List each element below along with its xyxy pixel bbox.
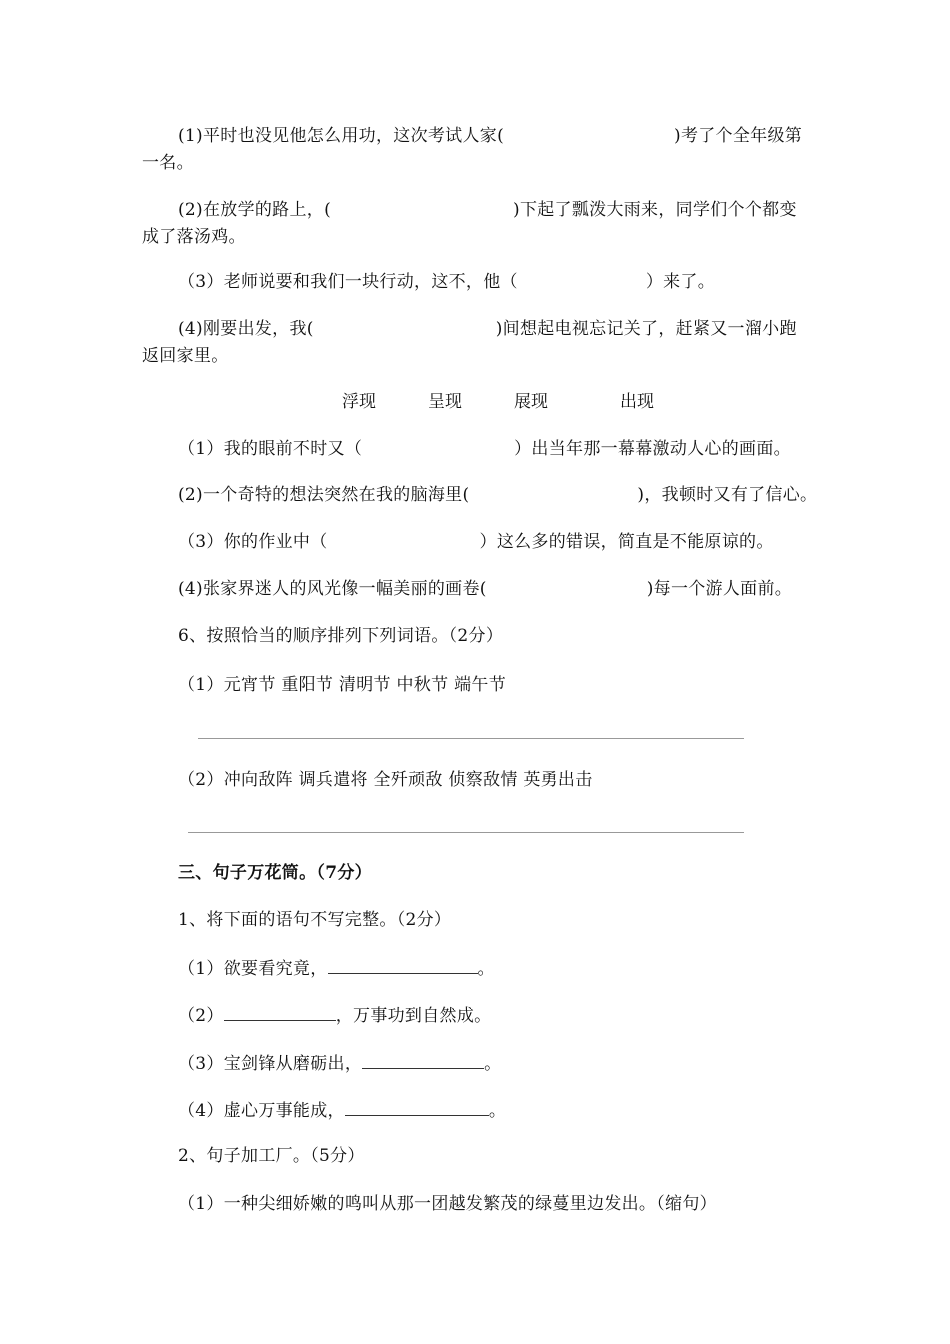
section3-q1-item3 <box>178 1050 501 1076</box>
section3-q1-item4-blank[interactable] <box>345 1097 489 1116</box>
q6-item1-answer-line[interactable] <box>198 738 744 739</box>
q5b-item4-line <box>178 577 792 601</box>
q5b-item2-line <box>178 483 817 507</box>
section3-q2-title: 2、句子加工厂。（5分） <box>178 1146 365 1166</box>
q5b-item3-prefix: （3）你的作业中（ <box>178 532 328 552</box>
section3-q1-item3-prefix: （3）宝剑锋从磨砺出， <box>178 1054 363 1074</box>
q5b-item2-prefix: (2)一个奇特的想法突然在我的脑海里( <box>178 485 470 505</box>
q6-title: 6、按照恰当的顺序排列下列词语。（2分） <box>178 626 504 646</box>
q5b-item4-suffix: )每一个游人面前。 <box>646 579 793 599</box>
q5a-item1-line <box>178 124 802 148</box>
section3-q1-item2 <box>178 1002 491 1028</box>
q5a-item1-cont: 一名。 <box>142 153 194 173</box>
section3-q1-item2-suffix: ，万事功到自然成。 <box>335 1006 492 1026</box>
section3-q1-item1 <box>178 955 495 981</box>
q5b-word-4: 出现 <box>620 392 654 412</box>
q5a-item4-cont: 返回家里。 <box>142 346 229 366</box>
section3-q1-item3-suffix: 。 <box>484 1054 502 1074</box>
section3-q1-item1-blank[interactable] <box>328 955 478 974</box>
section3-q1-item3-blank[interactable] <box>362 1050 484 1069</box>
q5a-item4-suffix: )间想起电视忘记关了，赶紧又一溜小跑 <box>495 319 797 339</box>
section3-q1-item1-prefix: （1）欲要看究竟， <box>178 959 328 979</box>
section3-q2-item1: （1）一种尖细娇嫩的鸣叫从那一团越发繁茂的绿蔓里边发出。（缩句） <box>178 1194 717 1214</box>
q5a-item1-suffix: )考了个全年级第 <box>674 126 803 146</box>
section3-q1-item4-prefix: （4）虚心万事能成， <box>178 1101 345 1121</box>
section3-q1-item4-suffix: 。 <box>488 1101 507 1121</box>
q5a-item2-cont: 成了落汤鸡。 <box>142 227 246 247</box>
q5a-item2-prefix: (2)在放学的路上，( <box>178 200 332 220</box>
q6-item1: （1）元宵节 重阳节 清明节 中秋节 端午节 <box>178 675 507 695</box>
q5a-item3-suffix: ）来了。 <box>645 272 716 292</box>
q5b-item1-suffix: ）出当年那一幕幕激动人心的画面。 <box>514 439 791 459</box>
q5b-word-3: 展现 <box>514 392 548 412</box>
section3-q1-item2-blank[interactable] <box>224 1002 336 1021</box>
section3-q1-item2-prefix: （2） <box>178 1006 224 1026</box>
q5b-item3-line <box>178 530 774 554</box>
q5a-item4-line <box>178 317 797 341</box>
q5a-item3-prefix: （3）老师说要和我们一块行动，这不，他（ <box>178 272 518 292</box>
section3-q1-item4 <box>178 1097 506 1123</box>
q6-item2-answer-line[interactable] <box>188 832 744 833</box>
section3-q1-item1-suffix: 。 <box>477 959 495 979</box>
q5a-item3-line <box>178 270 715 294</box>
section3-title: 三、句子万花筒。（7分） <box>178 863 372 883</box>
q5b-word-2: 呈现 <box>428 392 462 412</box>
q5a-item2-suffix: )下起了瓢泼大雨来，同学们个个都变 <box>513 200 797 220</box>
q5b-item4-prefix: (4)张家界迷人的风光像一幅美丽的画卷( <box>178 579 487 599</box>
q5a-item4-prefix: (4)刚要出发，我( <box>178 319 314 339</box>
q5b-item1-line <box>178 437 791 461</box>
q5a-item2-line <box>178 198 797 222</box>
q5b-item3-suffix: ）这么多的错误，简直是不能原谅的。 <box>479 532 774 552</box>
q5b-word-1: 浮现 <box>342 392 376 412</box>
q6-item2: （2）冲向敌阵 调兵遣将 全歼顽敌 侦察敌情 英勇出击 <box>178 770 593 790</box>
q5a-item1-prefix: (1)平时也没见他怎么用功，这次考试人家( <box>178 126 505 146</box>
q5b-item2-suffix: )，我顿时又有了信心。 <box>637 485 818 505</box>
q5b-item1-prefix: （1）我的眼前不时又（ <box>178 439 363 459</box>
section3-q1-title: 1、将下面的语句不写完整。（2分） <box>178 910 452 930</box>
